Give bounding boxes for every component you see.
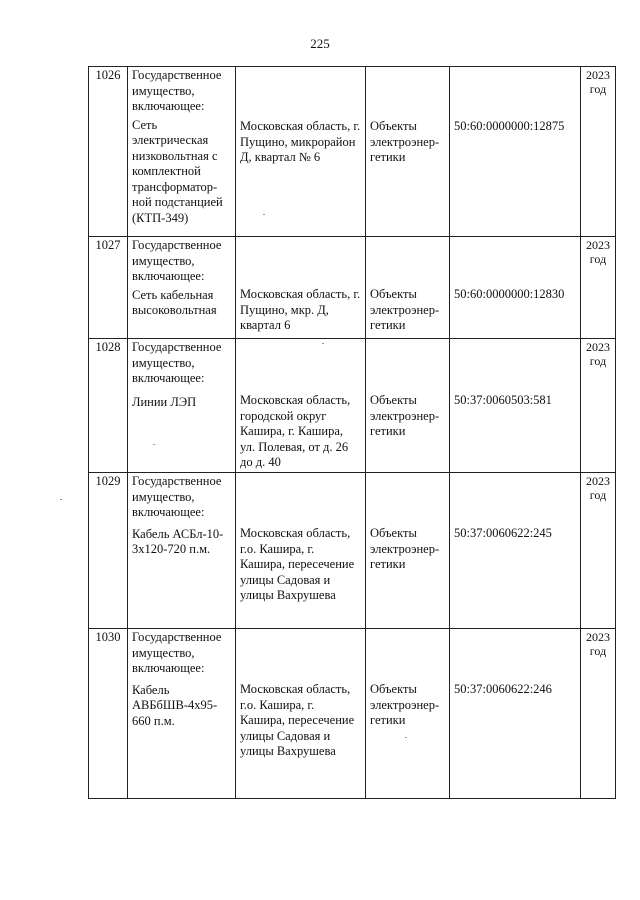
category-cell [366, 67, 450, 237]
cadastral-cell [450, 473, 581, 629]
property-address: Московская область, г.о. Кашира, г. Кашира, пересечение улицы Садовая и улицы Вахрушева [240, 526, 355, 602]
cadastral-number: 50:37:0060503:581 [454, 393, 552, 407]
property-name: Кабель АСБл-10-3х120-720 п.м. [132, 526, 224, 556]
category-cell [366, 339, 450, 473]
year-cell: 2023 год [581, 473, 616, 629]
property-group-label: Государственное имущество, включающее: [132, 630, 222, 675]
property-address: Московская область, г. Пущино, мкр. Д, квартал 6 [240, 287, 361, 332]
property-category: Объекты электроэнер-гетики [370, 682, 440, 727]
table-row [89, 473, 616, 629]
cadastral-number: 50:37:0060622:246 [454, 682, 552, 696]
address-cell [236, 237, 366, 339]
address-cell [236, 629, 366, 799]
year-cell: 2023 год [581, 67, 616, 237]
table-row [89, 339, 616, 473]
property-address: Московская область, г.о. Кашира, г. Кашира, пересечение улицы Садовая и улицы Вахрушева [240, 682, 355, 758]
cadastral-number: 50:60:0000000:12830 [454, 287, 565, 301]
scan-speck [405, 737, 407, 738]
property-address: Московская область, г. Пущино, микрорайон Д, квартал № 6 [240, 119, 361, 164]
property-description-cell [128, 237, 236, 339]
page-number: 225 [310, 36, 330, 51]
row-number: 1027 [89, 237, 128, 339]
cadastral-cell [450, 67, 581, 237]
property-description-cell [128, 473, 236, 629]
property-group-label: Государственное имущество, включающее: [132, 474, 222, 519]
cadastral-cell [450, 237, 581, 339]
property-description-cell [128, 339, 236, 473]
property-description-cell [128, 629, 236, 799]
property-group-label: Государственное имущество, включающее: [132, 68, 222, 113]
table-row [89, 67, 616, 237]
cadastral-cell [450, 629, 581, 799]
property-category: Объекты электроэнер-гетики [370, 119, 440, 164]
cadastral-number: 50:37:0060622:245 [454, 526, 552, 540]
property-category: Объекты электроэнер-гетики [370, 287, 440, 332]
scan-speck [60, 499, 62, 500]
property-registry-table [88, 66, 616, 799]
category-cell [366, 237, 450, 339]
property-address: Московская область, городской округ Кашира, г. Кашира, ул. Полевая, от д. 26 до д. 40 [240, 393, 351, 469]
year-cell: 2023 год [581, 237, 616, 339]
table-row [89, 237, 616, 339]
property-name: Сеть электрическая низковольтная с комплектной трансформатор-ной подстанцией (КТП-349) [132, 117, 223, 225]
scan-speck [263, 214, 265, 215]
property-group-label: Государственное имущество, включающее: [132, 340, 222, 385]
year-cell: 2023 год [581, 629, 616, 799]
scan-speck [153, 444, 155, 445]
address-cell [236, 473, 366, 629]
property-group-label: Государственное имущество, включающее: [132, 238, 222, 283]
property-name: Сеть кабельная высоковольтная [132, 287, 217, 317]
table-row [89, 629, 616, 799]
row-number: 1026 [89, 67, 128, 237]
property-name: Кабель АВБбШВ-4х95-660 п.м. [132, 682, 218, 728]
row-number: 1028 [89, 339, 128, 473]
row-number: 1029 [89, 473, 128, 629]
category-cell [366, 629, 450, 799]
property-name: Линии ЛЭП [132, 394, 197, 409]
cadastral-number: 50:60:0000000:12875 [454, 119, 565, 133]
address-cell [236, 67, 366, 237]
scan-speck [322, 343, 324, 344]
category-cell [366, 473, 450, 629]
property-category: Объекты электроэнер-гетики [370, 393, 440, 438]
cadastral-cell [450, 339, 581, 473]
property-category: Объекты электроэнер-гетики [370, 526, 440, 571]
address-cell [236, 339, 366, 473]
property-description-cell [128, 67, 236, 237]
row-number: 1030 [89, 629, 128, 799]
year-cell: 2023 год [581, 339, 616, 473]
